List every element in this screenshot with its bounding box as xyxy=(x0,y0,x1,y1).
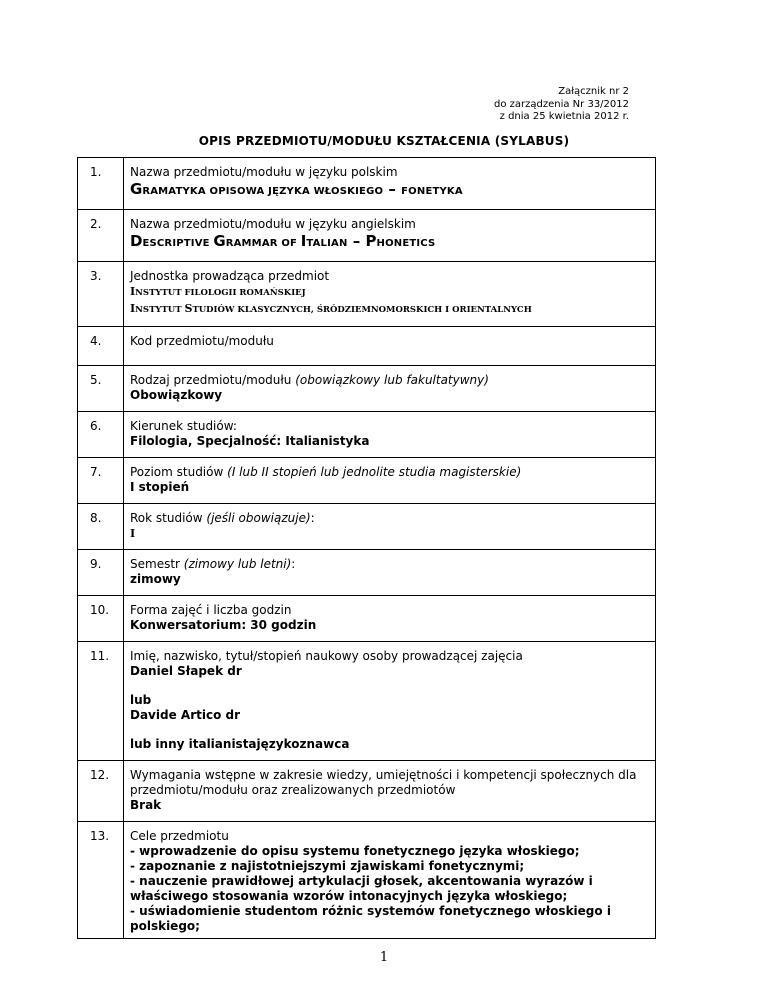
row-content xyxy=(124,412,656,458)
annex-line-3: z dnia 25 kwietnia 2012 r. xyxy=(499,111,629,122)
table-row xyxy=(78,158,656,210)
text-part: P xyxy=(365,232,377,250)
row-content xyxy=(124,504,656,550)
instructor-name: Daniel Słapek dr xyxy=(130,664,242,678)
text-part: TUDIÓW KLASYCZNYCH, ŚRÓDZIEMNOMORSKICH I ORIENTALNYCH xyxy=(192,305,532,315)
row-number: 5. xyxy=(78,366,124,412)
row-label: Semestr xyxy=(130,557,180,571)
row-content xyxy=(124,327,656,366)
unit-name-2 xyxy=(130,301,649,318)
row-number: 8. xyxy=(78,504,124,550)
row-value: Konwersatorium: 30 godzin xyxy=(130,618,317,632)
text-part: ESCRIPTIVE xyxy=(142,238,214,249)
table-row xyxy=(78,761,656,822)
instructor-name: Davide Artico dr xyxy=(130,708,240,722)
row-number: 13. xyxy=(78,822,124,939)
text-part: S xyxy=(184,302,193,315)
row-label: Jednostka prowadząca przedmiot xyxy=(130,269,330,283)
table-row xyxy=(78,327,656,366)
row-label-note: (obowiązkowy lub fakultatywny) xyxy=(295,373,489,387)
table-row xyxy=(78,210,656,262)
row-label: Poziom studiów xyxy=(130,465,224,479)
text-part: – xyxy=(383,180,402,198)
row-label: Kod przedmiotu/modułu xyxy=(130,334,274,348)
table-row xyxy=(78,596,656,642)
course-name-polish xyxy=(130,180,649,201)
text-part: TALIAN xyxy=(306,238,348,249)
course-name-english xyxy=(130,232,649,253)
row-label-colon: : xyxy=(310,511,315,525)
row-content xyxy=(124,262,656,327)
row-label: Cele przedmiotu xyxy=(130,829,229,843)
text-part: RAMATYKA OPISOWA JĘZYKA WŁOSKIEGO xyxy=(142,186,384,197)
text-part: D xyxy=(130,232,143,250)
table-row xyxy=(78,458,656,504)
row-label: Rok studiów xyxy=(130,511,203,525)
row-number: 1. xyxy=(78,158,124,210)
row-value: I xyxy=(130,527,136,540)
table-row xyxy=(78,412,656,458)
text-part: G xyxy=(130,180,143,198)
table-row xyxy=(78,642,656,761)
text-part: I xyxy=(300,232,307,250)
row-content xyxy=(124,642,656,761)
row-label: Forma zajęć i liczba godzin xyxy=(130,603,292,617)
text-part: I xyxy=(130,302,136,315)
row-label-colon: : xyxy=(291,557,296,571)
text-part: G xyxy=(213,232,226,250)
syllabus-table xyxy=(77,157,656,939)
table-row xyxy=(78,366,656,412)
text-part: NSTYTUT FILOLOGII ROMAŃSKIEJ xyxy=(135,288,306,298)
row-content xyxy=(124,458,656,504)
table-row xyxy=(78,504,656,550)
row-number: 7. xyxy=(78,458,124,504)
row-content xyxy=(124,366,656,412)
document-title: OPIS PRZEDMIOTU/MODUŁU KSZTAŁCENIA (SYLABUS) xyxy=(198,134,570,148)
row-number: 2. xyxy=(78,210,124,262)
goal-item: - zapoznanie z najistotniejszymi zjawiskami fonetycznymi; xyxy=(130,859,525,873)
unit-name-1 xyxy=(130,284,649,301)
spacer xyxy=(130,679,649,693)
text-part: – xyxy=(347,232,366,250)
text-part: NSTYTUT xyxy=(135,305,185,315)
row-value: Brak xyxy=(130,798,162,812)
row-value: Filologia, Specjalność: Italianistyka xyxy=(130,434,370,448)
table-row xyxy=(78,550,656,596)
row-label: Imię, nazwisko, tytuł/stopień naukowy osoby prowadzącej zajęcia xyxy=(130,649,523,663)
row-label-note: (I lub II stopień lub jednolite studia magisterskie) xyxy=(227,465,522,479)
row-number: 11. xyxy=(78,642,124,761)
row-label-note: (jeśli obowiązuje) xyxy=(206,511,311,525)
text-part: FONETYKA xyxy=(401,186,463,197)
row-number: 10. xyxy=(78,596,124,642)
row-number: 4. xyxy=(78,327,124,366)
goal-item: - uświadomienie studentom różnic systemów fonetycznego włoskiego i polskiego; xyxy=(130,904,611,933)
goal-item: - wprowadzenie do opisu systemu fonetycznego języka włoskiego; xyxy=(130,844,580,858)
spacer xyxy=(130,723,649,737)
row-content xyxy=(124,822,656,939)
row-content xyxy=(124,158,656,210)
annex-note xyxy=(494,86,629,124)
row-label: Wymagania wstępne w zakresie wiedzy, umiejętności i kompetencji społecznych dla przedmiotu/modułu oraz zrealizowanych przedmiotów xyxy=(130,768,637,797)
text-part: RAMMAR OF xyxy=(225,238,301,249)
row-number: 12. xyxy=(78,761,124,822)
row-label: Nazwa przedmiotu/modułu w języku polskim xyxy=(130,165,398,179)
row-label-note: (zimowy lub letni) xyxy=(183,557,292,571)
row-label: Rodzaj przedmiotu/modułu xyxy=(130,373,292,387)
row-content xyxy=(124,596,656,642)
row-content xyxy=(124,550,656,596)
row-value: I stopień xyxy=(130,480,190,494)
instructor-alternative: lub inny italianistajęzykoznawca xyxy=(130,737,350,751)
annex-line-1: Załącznik nr 2 xyxy=(558,86,629,97)
row-number: 6. xyxy=(78,412,124,458)
row-label: Nazwa przedmiotu/modułu w języku angielskim xyxy=(130,217,416,231)
page-number: 1 xyxy=(379,950,389,965)
annex-line-2: do zarządzenia Nr 33/2012 xyxy=(494,98,629,110)
text-part: I xyxy=(130,285,136,298)
row-value: Obowiązkowy xyxy=(130,388,223,402)
text-part: HONETICS xyxy=(376,238,436,249)
row-number: 3. xyxy=(78,262,124,327)
table-row xyxy=(78,822,656,939)
row-value: zimowy xyxy=(130,572,181,586)
instructor-or: lub xyxy=(130,693,152,707)
goal-item: - nauczenie prawidłowej artykulacji głosek, akcentowania wyrazów i właściwego stosowania wzorów intonacyjnych języka włoskiego; xyxy=(130,874,593,903)
row-number: 9. xyxy=(78,550,124,596)
row-content xyxy=(124,761,656,822)
table-row xyxy=(78,262,656,327)
row-label: Kierunek studiów: xyxy=(130,419,237,433)
row-content xyxy=(124,210,656,262)
